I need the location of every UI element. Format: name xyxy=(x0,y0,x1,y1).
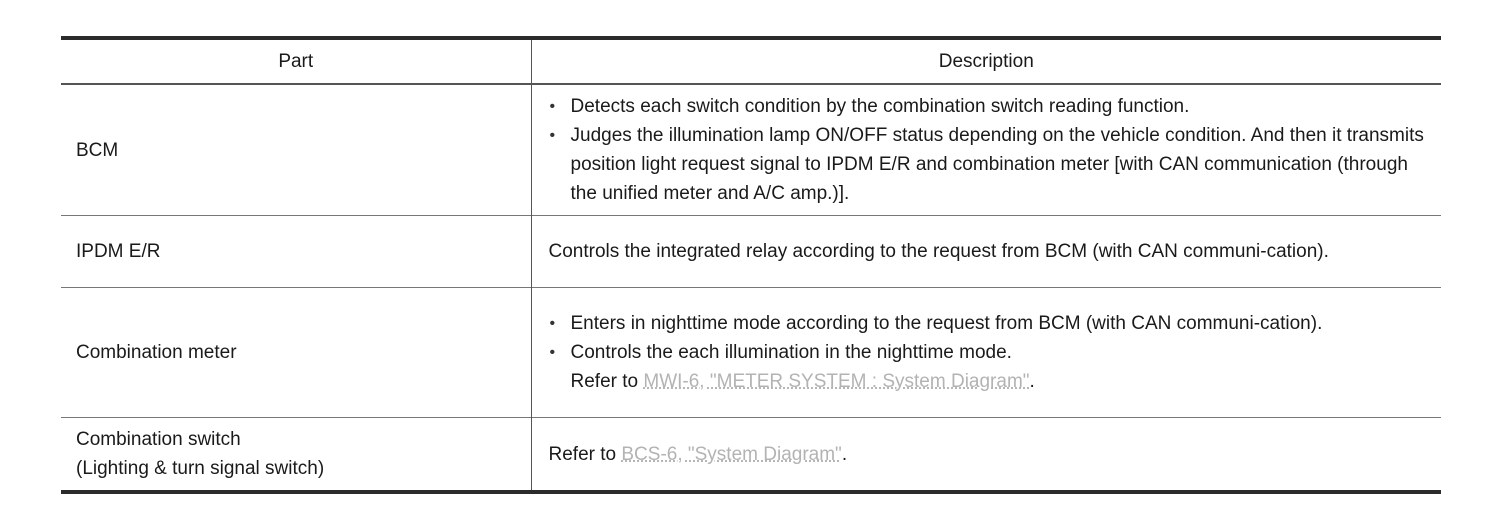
bullet-list xyxy=(549,92,1432,208)
list-item xyxy=(549,338,1432,396)
part-name: BCM xyxy=(76,139,119,161)
part-name-line: Combination switch xyxy=(76,429,241,450)
part-cell xyxy=(61,216,531,288)
part-cell xyxy=(61,288,531,418)
table-row xyxy=(61,418,1441,493)
part-cell xyxy=(61,418,531,493)
column-header-part: Part xyxy=(61,38,531,84)
bcs-system-diagram-link[interactable]: BCS-6, "System Diagram" xyxy=(621,443,842,465)
list-item-text: Controls the each illumination in the nighttime mode. xyxy=(570,342,1012,363)
column-header-description: Description xyxy=(531,38,1441,84)
part-name-line: (Lighting & turn signal switch) xyxy=(76,458,325,479)
table-row xyxy=(61,216,1441,288)
table-row xyxy=(61,84,1441,216)
part-cell xyxy=(61,84,531,216)
description-cell xyxy=(531,288,1441,418)
table-header-row xyxy=(61,38,1441,84)
part-name: Combination meter xyxy=(76,342,237,363)
meter-system-diagram-link[interactable]: MWI-6, "METER SYSTEM : System Diagram" xyxy=(643,371,1030,392)
refer-prefix: Refer to xyxy=(570,371,644,392)
part-name: IPDM E/R xyxy=(76,241,161,262)
description-cell xyxy=(531,84,1441,216)
refer-suffix: . xyxy=(841,443,848,465)
refer-prefix: Refer to xyxy=(548,443,622,465)
list-item: • Enters in nighttime mode according to the request from BCM (with CAN communi-cation). xyxy=(549,309,1432,338)
table-row xyxy=(61,288,1441,418)
parts-description-table xyxy=(61,36,1441,494)
description-cell xyxy=(531,216,1441,288)
list-item: • Judges the illumination lamp ON/OFF status depending on the vehicle condition. And then it transmits position light request signal to IPDM E/R and combination meter [with CAN communication (through the unified meter and A/C amp.)]. xyxy=(549,121,1432,208)
bullet-list xyxy=(549,309,1432,396)
description-cell xyxy=(531,418,1441,493)
refer-suffix: . xyxy=(1029,371,1035,392)
description-text: Controls the integrated relay according to the request from BCM (with CAN communi-cation). xyxy=(548,241,1329,262)
list-item: • Detects each switch condition by the combination switch reading function. xyxy=(549,92,1432,121)
